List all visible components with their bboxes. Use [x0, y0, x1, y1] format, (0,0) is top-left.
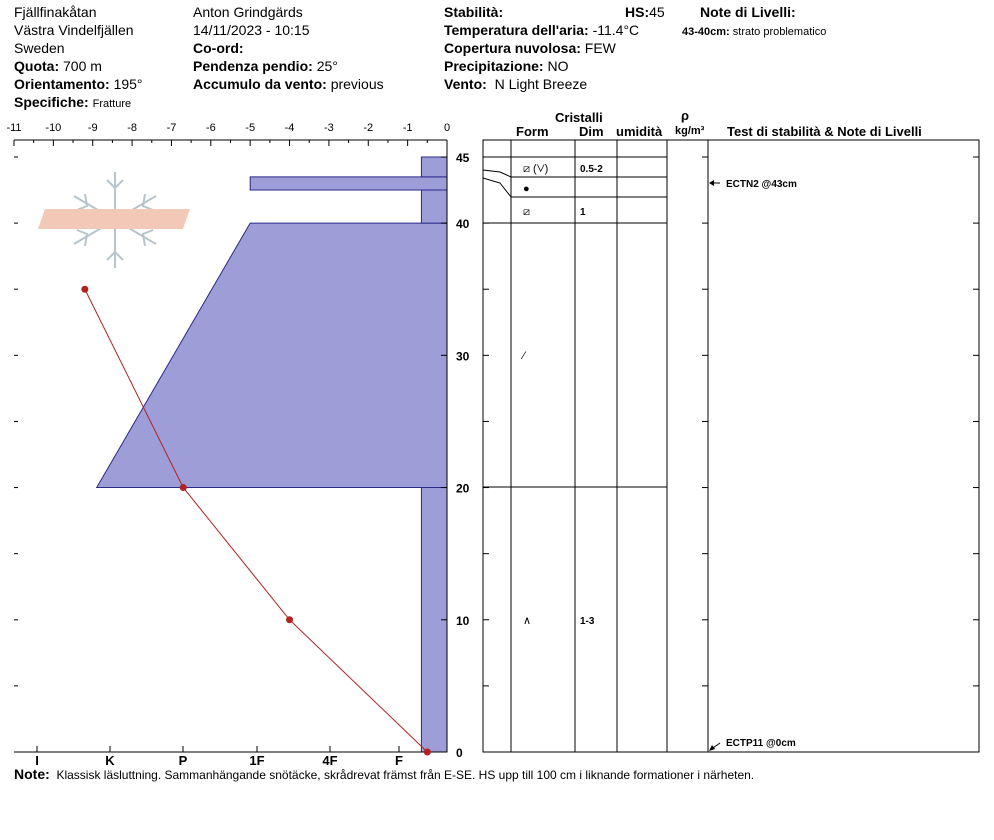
- region-name: Västra Vindelfjällen: [14, 22, 134, 38]
- temperature-tick-label: 0: [443, 122, 451, 134]
- layer-dim: 1-3: [580, 616, 595, 627]
- layer-form: ⧄ (⋁): [523, 163, 549, 175]
- density-unit-header: kg/m³: [675, 125, 705, 137]
- wind: Vento: N Light Breeze: [444, 76, 588, 92]
- hardness-tick-label: P: [178, 753, 188, 765]
- temperature-tick-label: -8: [127, 122, 137, 134]
- height-tick-label: 10: [456, 613, 470, 628]
- temperature-tick-label: -4: [284, 122, 295, 134]
- layer-rows: [520, 163, 603, 627]
- observer-name: Anton Grindgärds: [193, 4, 303, 20]
- air-temperature: Temperatura dell'aria: -11.4°C: [444, 22, 640, 38]
- layer-form: ⁄: [523, 350, 525, 362]
- temperature-point: [180, 484, 187, 491]
- logo-banner: [38, 209, 190, 229]
- height-tick-label: 20: [456, 481, 470, 496]
- crystal-table: [483, 108, 979, 752]
- location-name: Fjällfinakåtan: [14, 4, 97, 20]
- right-panel-ticks: [483, 157, 979, 686]
- wetness-header: umidità: [616, 124, 663, 139]
- layer-dim: 0.5-2: [580, 164, 603, 175]
- density-symbol-header: ρ: [681, 108, 690, 123]
- height-tick-label: 40: [456, 217, 470, 232]
- hardness-ticks: [35, 746, 403, 765]
- left-minor-ticks: [14, 157, 18, 686]
- observation-datetime: 14/11/2023 - 10:15: [193, 22, 310, 38]
- wind-loading: Accumulo da vento: previous: [193, 76, 384, 92]
- height-tick-label: 45: [456, 151, 470, 165]
- country-name: Sweden: [14, 40, 65, 56]
- temperature-ticks: [6, 122, 450, 146]
- hardness-tick-label: 4F: [322, 753, 338, 765]
- cloud-cover: Copertura nuvolosa: FEW: [444, 40, 616, 56]
- temperature-tick-label: -11: [6, 122, 22, 134]
- arrow-icon: [709, 180, 714, 186]
- slope-angle: Pendenza pendio: 25°: [193, 58, 338, 74]
- elevation: Quota: 700 m: [14, 58, 102, 74]
- temperature-point: [424, 749, 431, 756]
- hardness-tick-label: I: [35, 753, 39, 765]
- hardness-layer: [421, 157, 447, 177]
- layer-dim: 1: [580, 207, 586, 218]
- temperature-point: [286, 616, 293, 623]
- form-header: Form: [516, 124, 549, 139]
- cristalli-header: Cristalli: [555, 110, 603, 125]
- layer-form: ●: [523, 183, 530, 195]
- snowpilot-logo: [38, 172, 190, 268]
- aspect: Orientamento: 195°: [14, 76, 143, 92]
- layer-notes-title: Note di Livelli:: [700, 4, 796, 20]
- hardness-layer: [250, 177, 447, 190]
- height-tick-label: 30: [456, 349, 470, 364]
- arrow-icon: [709, 745, 715, 751]
- hardness-profile: [97, 157, 447, 752]
- test-label: ECTP11 @0cm: [726, 738, 796, 749]
- temperature-tick-label: -7: [166, 122, 177, 134]
- test-label: ECTN2 @43cm: [726, 179, 797, 190]
- temperature-tick-label: -3: [324, 122, 334, 134]
- profile-note: Note: Klassisk läsluttning. Sammanhängande snötäcke, skrådrevat främst från E-SE. HS upp till 100 cm i liknande formationer i närheten.: [14, 766, 755, 782]
- hardness-layer: [421, 190, 447, 223]
- temperature-point: [81, 286, 88, 293]
- hardness-layer: [97, 223, 447, 487]
- specifics: Specifiche: Fratture: [14, 94, 132, 110]
- snow-height: HS:45: [625, 4, 665, 20]
- layer-form: ∧: [523, 615, 532, 627]
- precipitation: Precipitazione: NO: [444, 58, 569, 74]
- temperature-tick-label: -6: [205, 122, 216, 134]
- stability: Stabilità:: [444, 4, 504, 20]
- test-results: [709, 179, 797, 751]
- temperature-tick-label: -1: [402, 122, 413, 134]
- height-tick-label: 0: [456, 746, 463, 760]
- layer-note: 43-40cm: strato problematico: [682, 26, 827, 38]
- temperature-tick-label: -5: [245, 122, 256, 134]
- tests-header: Test di stabilità & Note di Livelli: [727, 124, 922, 139]
- temperature-tick-label: -2: [363, 122, 374, 134]
- dim-header: Dim: [579, 124, 604, 139]
- temperature-tick-label: -9: [87, 122, 98, 134]
- hardness-tick-label: K: [105, 753, 115, 765]
- temperature-tick-label: -10: [45, 122, 62, 134]
- hardness-tick-label: 1F: [249, 753, 265, 765]
- hardness-tick-label: F: [395, 753, 403, 765]
- coordinates: Co-ord:: [193, 40, 244, 56]
- layer-form: ⧄: [523, 206, 530, 218]
- crystal-table-frame: [483, 140, 979, 752]
